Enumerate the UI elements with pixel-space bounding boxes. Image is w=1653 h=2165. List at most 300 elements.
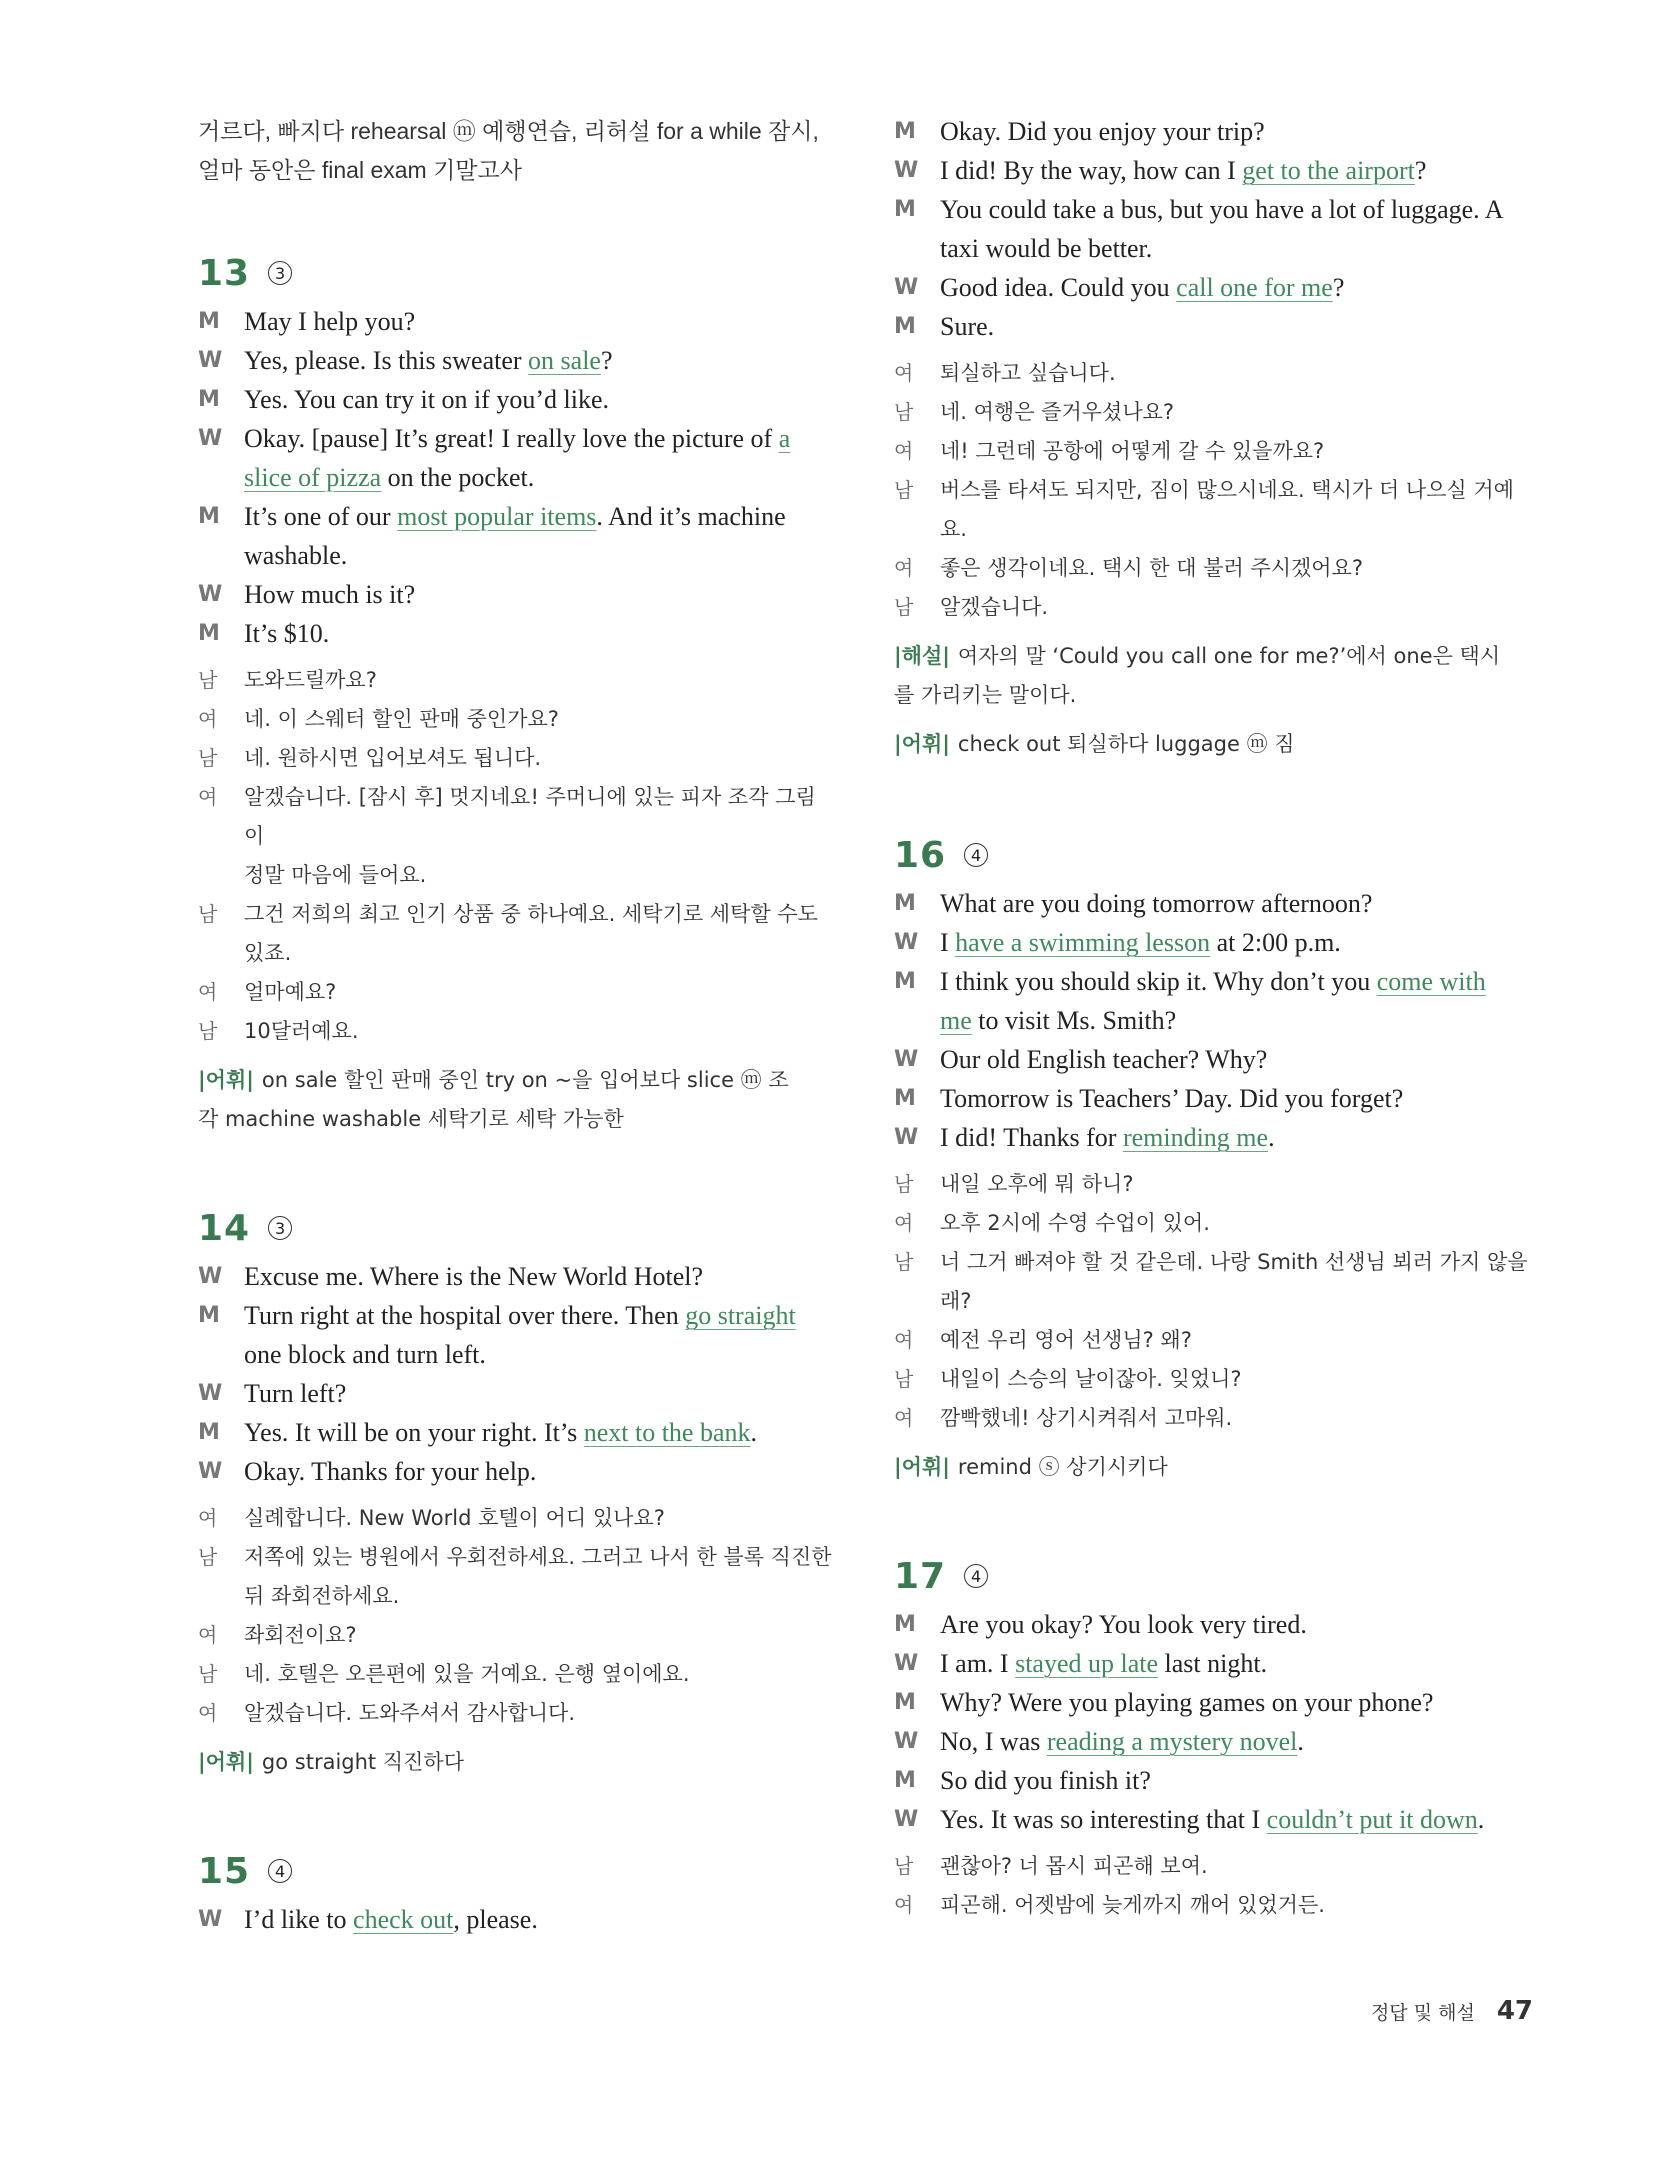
- korean-translation: [894, 1847, 1534, 1925]
- question-13: [198, 244, 834, 1139]
- text-segment: .: [750, 1418, 757, 1447]
- speaker-label: 여: [198, 707, 218, 731]
- text-segment: No, I was: [940, 1727, 1047, 1756]
- translation-text: 네. 원하시면 입어보셔도 됩니다.: [244, 746, 542, 770]
- translation-text: 알겠습니다. 도와주셔서 감사합니다.: [244, 1701, 575, 1725]
- text-segment: Okay. Did you enjoy your trip?: [940, 117, 1265, 146]
- speaker-label: M: [894, 119, 916, 144]
- answer-circle: 4: [268, 1859, 292, 1883]
- translation-text: 오후 2시에 수영 수업이 있어.: [940, 1211, 1210, 1235]
- highlighted-phrase: get to the airport: [1242, 156, 1415, 185]
- text-segment: It’s one of our: [244, 502, 398, 531]
- highlighted-phrase: a: [778, 424, 791, 453]
- explanation-text: 여자의 말 ‘Could you call one for me?’에서 one은 택시: [957, 644, 1501, 668]
- script-line: [894, 1683, 1534, 1722]
- english-script: [198, 1257, 834, 1491]
- script-text: [940, 1683, 1534, 1722]
- translation-text: 내일이 스승의 날이잖아. 잊었니?: [940, 1367, 1242, 1391]
- korean-translation: [198, 1499, 834, 1733]
- translation-line: [198, 1655, 834, 1694]
- vocabulary-text: 각 machine washable 세탁기로 세탁 가능한: [198, 1107, 624, 1131]
- translation-line: [198, 1538, 834, 1577]
- text-segment: It’s $10.: [244, 619, 330, 648]
- highlighted-phrase: stayed up late: [1015, 1649, 1159, 1678]
- question-header: [198, 1842, 834, 1900]
- text-segment: Good idea. Could you: [940, 273, 1177, 302]
- translation-line: [894, 354, 1534, 393]
- translation-text: 뒤 좌회전하세요.: [244, 1584, 400, 1608]
- translation-text: 알겠습니다.: [940, 595, 1049, 619]
- speaker-label: 남: [198, 1662, 218, 1686]
- speaker-label: 남: [894, 1854, 914, 1878]
- translation-text: 좋은 생각이네요. 택시 한 대 불러 주시겠어요?: [940, 556, 1364, 580]
- speaker-label: W: [894, 1047, 919, 1072]
- vocabulary-label: |어휘|: [198, 1750, 254, 1774]
- script-line: [198, 575, 834, 614]
- translation-text: 네. 호텔은 오른편에 있을 거예요. 은행 옆이에요.: [244, 1662, 690, 1686]
- text-segment: Yes. You can try it on if you’d like.: [244, 385, 609, 414]
- speaker-label: 여: [894, 439, 914, 463]
- script-line: [198, 1900, 834, 1939]
- text-segment: You could take a bus, but you have a lot of luggage. A: [940, 195, 1504, 224]
- translation-line: [894, 432, 1534, 471]
- script-text: [940, 190, 1534, 229]
- text-segment: I think you should skip it. Why don’t you: [940, 967, 1377, 996]
- text-segment: .: [1477, 1805, 1485, 1834]
- english-script: [894, 1605, 1534, 1839]
- translation-line: [894, 1886, 1534, 1925]
- korean-translation: [894, 1165, 1534, 1438]
- vocabulary-label: |어휘|: [894, 1455, 950, 1479]
- vocabulary-note: [894, 725, 1534, 764]
- script-text: [244, 536, 834, 575]
- speaker-label: [198, 536, 244, 575]
- text-segment: Excuse me. Where is the New World Hotel?: [244, 1262, 704, 1291]
- translation-text: 좌회전이요?: [244, 1623, 357, 1647]
- translation-text: 래?: [940, 1289, 972, 1313]
- answer-circle: 3: [268, 1216, 292, 1240]
- translation-text: 알겠습니다. [잠시 후] 멋지네요! 주머니에 있는 피자 조각 그림이: [244, 785, 816, 848]
- script-text: [940, 1722, 1534, 1761]
- speaker-label: [894, 510, 940, 549]
- vocabulary-note: [198, 1061, 834, 1139]
- translation-line: [198, 1694, 834, 1733]
- translation-line: [894, 393, 1534, 432]
- vocabulary-note: [198, 1743, 834, 1782]
- translation-line: [894, 549, 1534, 588]
- script-text: [244, 302, 834, 341]
- text-segment: I did! By the way, how can I: [940, 156, 1243, 185]
- text-segment: ?: [600, 346, 613, 375]
- vocabulary-text: on sale 할인 판매 중인 try on ~을 입어보다 slice ⓜ 조: [261, 1068, 789, 1092]
- speaker-label: W: [198, 1264, 223, 1289]
- translation-text: 요.: [940, 517, 967, 541]
- script-line: [894, 1644, 1534, 1683]
- script-line: [894, 1118, 1534, 1157]
- speaker-label: [198, 1577, 244, 1616]
- speaker-label: W: [894, 1807, 919, 1832]
- text-segment: Yes. It will be on your right. It’s: [244, 1418, 584, 1447]
- translation-line: [198, 973, 834, 1012]
- translation-line: [198, 778, 834, 856]
- script-line: [894, 151, 1534, 190]
- speaker-label: [198, 856, 244, 895]
- highlighted-phrase: call one for me: [1176, 273, 1333, 302]
- script-line: [894, 190, 1534, 229]
- script-text: [940, 923, 1534, 962]
- script-text: [940, 962, 1534, 1001]
- translation-text: 얼마예요?: [244, 980, 337, 1004]
- text-segment: to visit Ms. Smith?: [971, 1006, 1177, 1035]
- script-text: [940, 1644, 1534, 1683]
- speaker-label: M: [198, 504, 220, 529]
- translation-text: 정말 마음에 들어요.: [244, 863, 427, 887]
- speaker-label: M: [894, 891, 916, 916]
- speaker-label: W: [198, 1459, 223, 1484]
- speaker-label: [894, 1282, 940, 1321]
- script-line: [198, 302, 834, 341]
- speaker-label: W: [894, 1729, 919, 1754]
- speaker-label: M: [198, 1303, 220, 1328]
- question-header: [894, 1547, 1534, 1605]
- translation-text: 너 그거 빠져야 할 것 같은데. 나랑 Smith 선생님 뵈러 가지 않을: [940, 1250, 1528, 1274]
- script-text: [940, 1800, 1534, 1839]
- explanation-text: 를 가리키는 말이다.: [894, 683, 1077, 707]
- speaker-label: W: [894, 1125, 919, 1150]
- script-line: [894, 1001, 1534, 1040]
- speaker-label: W: [198, 582, 223, 607]
- script-text: [244, 575, 834, 614]
- question-header: [198, 244, 834, 302]
- translation-line: [198, 934, 834, 973]
- script-line: [894, 1605, 1534, 1644]
- english-script: [894, 112, 1534, 346]
- script-line: [894, 112, 1534, 151]
- speaker-label: 남: [894, 595, 914, 619]
- vocab-line: 얼마 동안은 final exam 기말고사: [198, 157, 522, 183]
- text-segment: Yes. It was so interesting that I: [940, 1805, 1267, 1834]
- text-segment: Turn left?: [244, 1379, 347, 1408]
- translation-text: 네. 이 스웨터 할인 판매 중인가요?: [244, 707, 559, 731]
- text-segment: .: [1297, 1727, 1304, 1756]
- text-segment: one block and turn left.: [244, 1340, 486, 1369]
- question-17: [894, 1547, 1534, 1925]
- translation-text: 있죠.: [244, 941, 292, 965]
- vocabulary-label: |어휘|: [894, 732, 950, 756]
- speaker-label: [198, 934, 244, 973]
- script-text: [244, 1296, 834, 1335]
- translation-line: [198, 700, 834, 739]
- script-line: [198, 341, 834, 380]
- script-text: [940, 1040, 1534, 1079]
- highlighted-phrase: have a swimming lesson: [955, 928, 1211, 957]
- script-text: [244, 1452, 834, 1491]
- text-segment: last night.: [1158, 1649, 1268, 1678]
- translation-line: [198, 856, 834, 895]
- translation-text: 10달러예요.: [244, 1019, 359, 1043]
- text-segment: Tomorrow is Teachers’ Day. Did you forget?: [940, 1084, 1404, 1113]
- vocab-continued: [198, 112, 834, 190]
- script-line: [198, 419, 834, 458]
- page-footer: [1371, 1996, 1533, 2026]
- translation-text: 내일 오후에 뭐 하니?: [940, 1172, 1134, 1196]
- script-text: [244, 1335, 834, 1374]
- speaker-label: 남: [198, 1019, 218, 1043]
- footer-label: 정답 및 해설: [1370, 2002, 1475, 2024]
- speaker-label: 남: [198, 746, 218, 770]
- text-segment: I’d like to: [244, 1905, 354, 1934]
- highlighted-phrase: go straight: [685, 1301, 796, 1330]
- speaker-label: W: [894, 1651, 919, 1676]
- translation-line: [198, 1012, 834, 1051]
- speaker-label: [894, 1001, 940, 1040]
- text-segment: at 2:00 p.m.: [1210, 928, 1341, 957]
- speaker-label: 여: [894, 1893, 914, 1917]
- text-segment: , please.: [453, 1905, 538, 1934]
- text-segment: ?: [1332, 273, 1345, 302]
- speaker-label: M: [894, 1612, 916, 1637]
- script-line: [894, 884, 1534, 923]
- script-text: [940, 1079, 1534, 1118]
- script-text: [940, 112, 1534, 151]
- text-segment: How much is it?: [244, 580, 416, 609]
- script-line: [198, 497, 834, 536]
- speaker-label: 남: [894, 1250, 914, 1274]
- translation-line: [894, 471, 1534, 510]
- text-segment: ?: [1414, 156, 1427, 185]
- speaker-label: 여: [894, 1211, 914, 1235]
- vocabulary-text: go straight 직진하다: [261, 1750, 464, 1774]
- speaker-label: 여: [198, 980, 218, 1004]
- question-header: [894, 826, 1534, 884]
- speaker-label: 남: [198, 1545, 218, 1569]
- question-15-continued: [894, 112, 1534, 764]
- text-segment: Okay. [pause] It’s great! I really love the picture of: [244, 424, 779, 453]
- text-segment: Are you okay? You look very tired.: [940, 1610, 1307, 1639]
- script-line: [198, 1257, 834, 1296]
- explanation: [894, 637, 1534, 715]
- text-segment: washable.: [244, 541, 348, 570]
- translation-line: [198, 661, 834, 700]
- translation-text: 그건 저희의 최고 인기 상품 중 하나예요. 세탁기로 세탁할 수도: [244, 902, 818, 926]
- translation-text: 저쪽에 있는 병원에서 우회전하세요. 그러고 나서 한 블록 직진한: [244, 1545, 832, 1569]
- answer-circle: 4: [964, 1564, 988, 1588]
- script-text: [244, 380, 834, 419]
- right-column: [894, 112, 1534, 1985]
- text-segment: Why? Were you playing games on your phone?: [940, 1688, 1434, 1717]
- script-line: [198, 380, 834, 419]
- question-number: 17: [894, 1555, 947, 1597]
- answer-circle: 4: [964, 843, 988, 867]
- speaker-label: 남: [198, 668, 218, 692]
- translation-line: [894, 1360, 1534, 1399]
- vocab-line: 거르다, 빠지다 rehearsal ⓜ 예행연습, 리허설 for a while 잠시,: [198, 118, 819, 144]
- script-text: [244, 1900, 834, 1939]
- translation-line: [894, 588, 1534, 627]
- translation-line: [894, 1321, 1534, 1360]
- script-text: [940, 229, 1534, 268]
- script-text: [244, 458, 834, 497]
- speaker-label: 여: [198, 1506, 218, 1530]
- left-column: [198, 112, 834, 1999]
- text-segment: I did! Thanks for: [940, 1123, 1123, 1152]
- question-number: 14: [198, 1207, 251, 1249]
- text-segment: I am. I: [940, 1649, 1016, 1678]
- script-text: [940, 268, 1534, 307]
- vocabulary-note: [894, 1448, 1534, 1487]
- highlighted-phrase: on sale: [528, 346, 601, 375]
- speaker-label: W: [894, 158, 919, 183]
- speaker-label: M: [894, 314, 916, 339]
- speaker-label: [198, 1335, 244, 1374]
- translation-line: [894, 510, 1534, 549]
- script-line: [894, 229, 1534, 268]
- script-line: [198, 614, 834, 653]
- speaker-label: M: [894, 1690, 916, 1715]
- highlighted-phrase: reading a mystery novel: [1046, 1727, 1298, 1756]
- translation-line: [894, 1243, 1534, 1282]
- script-line: [894, 1800, 1534, 1839]
- translation-text: 예전 우리 영어 선생님? 왜?: [940, 1328, 1192, 1352]
- script-text: [940, 1001, 1534, 1040]
- speaker-label: 여: [894, 1328, 914, 1352]
- translation-text: 도와드릴까요?: [244, 668, 377, 692]
- korean-translation: [894, 354, 1534, 627]
- script-text: [244, 1413, 834, 1452]
- text-segment: Our old English teacher? Why?: [940, 1045, 1268, 1074]
- speaker-label: M: [198, 387, 220, 412]
- text-segment: taxi would be better.: [940, 234, 1153, 263]
- text-segment: .: [1268, 1123, 1275, 1152]
- highlighted-phrase: come with: [1376, 967, 1486, 996]
- script-text: [244, 614, 834, 653]
- speaker-label: 여: [198, 1623, 218, 1647]
- question-14: [198, 1199, 834, 1782]
- translation-line: [198, 739, 834, 778]
- speaker-label: W: [198, 348, 223, 373]
- answer-circle: 3: [268, 261, 292, 285]
- speaker-label: W: [894, 930, 919, 955]
- speaker-label: 여: [198, 785, 218, 809]
- script-line: [198, 1452, 834, 1491]
- script-line: [198, 1296, 834, 1335]
- highlighted-phrase: most popular items: [397, 502, 597, 531]
- question-15: [198, 1842, 834, 1939]
- translation-line: [198, 1577, 834, 1616]
- speaker-label: [198, 458, 244, 497]
- translation-text: 괜찮아? 너 몹시 피곤해 보여.: [940, 1854, 1208, 1878]
- highlighted-phrase: slice of pizza: [244, 463, 382, 492]
- script-text: [244, 341, 834, 380]
- text-segment: So did you finish it?: [940, 1766, 1151, 1795]
- highlighted-phrase: couldn’t put it down: [1266, 1805, 1478, 1834]
- translation-text: 네! 그런데 공항에 어떻게 갈 수 있을까요?: [940, 439, 1325, 463]
- script-line: [894, 1761, 1534, 1800]
- speaker-label: [894, 229, 940, 268]
- speaker-label: M: [198, 309, 220, 334]
- script-text: [244, 419, 834, 458]
- text-segment: Sure.: [940, 312, 995, 341]
- translation-text: 퇴실하고 싶습니다.: [940, 361, 1116, 385]
- script-text: [940, 1118, 1534, 1157]
- text-segment: Okay. Thanks for your help.: [244, 1457, 537, 1486]
- speaker-label: M: [894, 1768, 916, 1793]
- highlighted-phrase: next to the bank: [583, 1418, 751, 1447]
- text-segment: I: [940, 928, 956, 957]
- script-line: [894, 1079, 1534, 1118]
- text-segment: What are you doing tomorrow afternoon?: [940, 889, 1373, 918]
- speaker-label: M: [198, 621, 220, 646]
- vocabulary-text: check out 퇴실하다 luggage ⓜ 짐: [957, 732, 1295, 756]
- translation-line: [894, 1399, 1534, 1438]
- translation-text: 피곤해. 어젯밤에 늦게까지 깨어 있었거든.: [940, 1893, 1325, 1917]
- text-segment: Turn right at the hospital over there. Then: [244, 1301, 686, 1330]
- script-line: [198, 1335, 834, 1374]
- translation-text: 버스를 타셔도 되지만, 짐이 많으시네요. 택시가 더 나으실 거예: [940, 478, 1514, 502]
- script-text: [940, 151, 1534, 190]
- script-line: [894, 268, 1534, 307]
- translation-text: 네. 여행은 즐거우셨나요?: [940, 400, 1175, 424]
- script-text: [940, 884, 1534, 923]
- script-text: [940, 1605, 1534, 1644]
- highlighted-phrase: me: [940, 1006, 972, 1035]
- script-line: [894, 1040, 1534, 1079]
- script-line: [198, 458, 834, 497]
- english-script: [198, 1900, 834, 1939]
- question-16: [894, 826, 1534, 1487]
- question-number: 16: [894, 834, 947, 876]
- question-number: 15: [198, 1850, 251, 1892]
- script-text: [244, 497, 834, 536]
- speaker-label: 여: [894, 556, 914, 580]
- translation-line: [894, 1847, 1534, 1886]
- script-line: [894, 307, 1534, 346]
- script-text: [244, 1257, 834, 1296]
- highlighted-phrase: reminding me: [1122, 1123, 1269, 1152]
- translation-text: 깜빡했네! 상기시켜줘서 고마워.: [940, 1406, 1233, 1430]
- english-script: [894, 884, 1534, 1157]
- translation-line: [894, 1282, 1534, 1321]
- speaker-label: W: [894, 275, 919, 300]
- text-segment: May I help you?: [244, 307, 416, 336]
- text-segment: on the pocket.: [381, 463, 535, 492]
- script-line: [198, 536, 834, 575]
- speaker-label: M: [894, 1086, 916, 1111]
- text-segment: Yes, please. Is this sweater: [244, 346, 529, 375]
- korean-translation: [198, 661, 834, 1051]
- speaker-label: 남: [894, 1367, 914, 1391]
- script-line: [198, 1374, 834, 1413]
- text-segment: . And it’s machine: [596, 502, 786, 531]
- english-script: [198, 302, 834, 653]
- script-text: [940, 307, 1534, 346]
- question-number: 13: [198, 252, 251, 294]
- translation-line: [198, 1616, 834, 1655]
- explanation-label: |해설|: [894, 644, 950, 668]
- speaker-label: 여: [894, 361, 914, 385]
- script-line: [198, 1413, 834, 1452]
- vocabulary-label: |어휘|: [198, 1068, 254, 1092]
- script-line: [894, 962, 1534, 1001]
- speaker-label: 남: [198, 902, 218, 926]
- translation-text: 실례합니다. New World 호텔이 어디 있나요?: [244, 1506, 665, 1530]
- speaker-label: 여: [198, 1701, 218, 1725]
- question-header: [198, 1199, 834, 1257]
- speaker-label: W: [198, 1907, 223, 1932]
- speaker-label: M: [894, 969, 916, 994]
- speaker-label: 남: [894, 478, 914, 502]
- speaker-label: 남: [894, 1172, 914, 1196]
